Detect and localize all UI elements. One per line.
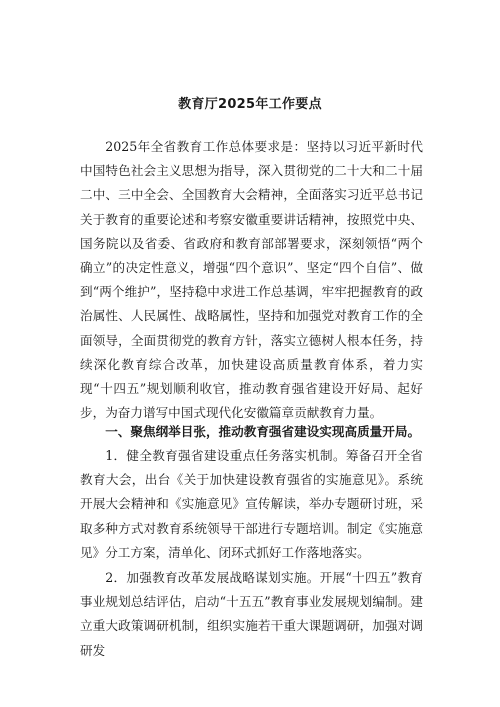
document-title: 教育厅2025年工作要点 (178, 97, 322, 112)
section-heading: 一、聚焦纲举目张，推动教育强省建设实现高质量开局。 (105, 424, 421, 439)
intro-paragraph: 2025年全省教育工作总体要求是：坚持以习近平新时代中国特色社会主义思想为指导，深入贯彻党的二十大和二十届二中、三中全会、全国教育大会精神，全面落实习近平总书记关于教育的重要论述和考察安徽重要讲话精神，按照党中央、国务院以及省委、省政府和教育部部署要求，深刻领悟“两个确立”的决定性意义，增强“四个意识”、坚定“四个自信”、做到“两个维护”，坚持稳中求进工作总基调，牢牢把握教育的政治属性、人民属性、战略属性，坚持和加强党对教育工作的全面领导，全面贯彻党的教育方针，落实立德树人根本任务，持续深化教育综合改革，加快建设高质量教育体系，着力实现“十四五”规划顺利收官，推动教育强省建设开好局、起好步，为奋力谱写中国式现代化安徽篇章贡献教育力量。 (80, 139, 423, 421)
item-paragraph-2: 2．加强教育改革发展战略谋划实施。开展“十四五”教育事业规划总结评估，启动“十五五”教育事业发展规划编制。建立重大政策调研机制，组织实施若干重大课题调研，加强对调研发 (80, 570, 423, 658)
item-paragraph-1: 1．健全教育强省建设重点任务落实机制。筹备召开全省教育大会，出台《关于加快建设教育强省的实施意见》。系统开展大会精神和《实施意见》宣传解读，举办专题研讨班，采取多种方式对教育系统领导干部进行专题培训。制定《实施意见》分工方案，清单化、闭环式抓好工作落地落实。 (80, 448, 423, 560)
